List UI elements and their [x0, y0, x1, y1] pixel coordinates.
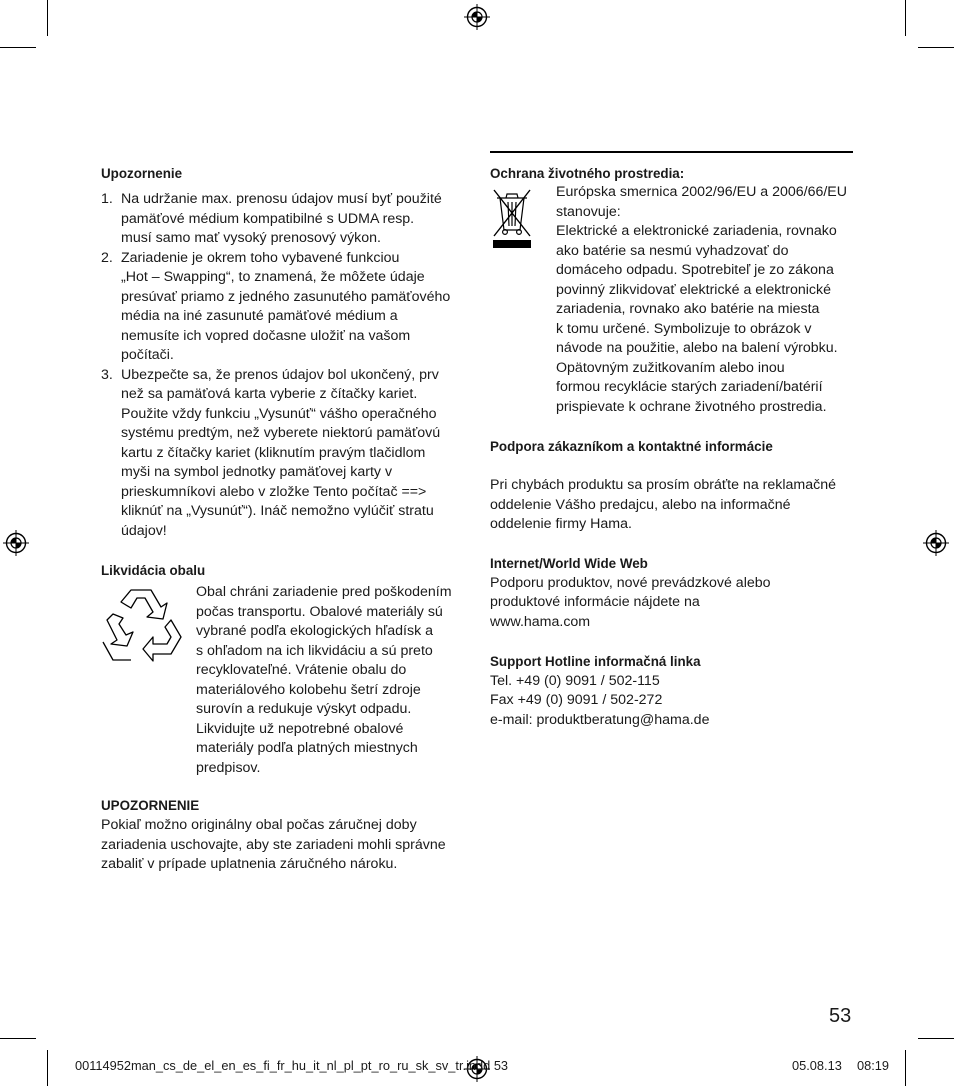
list-item-line: prieskumníkovi alebo v zložke Tento počítač ==>: [121, 483, 427, 500]
disposal-line: surovín a redukuje výskyt odpadu.: [196, 701, 412, 717]
list-item-number: 3.: [101, 366, 113, 383]
list-item-line: pamäťové médium kompatibilné s UDMA resp.: [121, 210, 415, 227]
crop-mark: [905, 0, 906, 36]
footer-date: 05.08.13: [792, 1058, 842, 1073]
warning-heading: Upozornenie: [101, 166, 183, 181]
list-item-line: „Hot – Swapping“, to znamená, že môžete údaje: [121, 269, 425, 285]
crop-mark: [918, 47, 954, 48]
footer-file: 00114952man_cs_de_el_en_es_fi_fr_hu_it_nl_pl_pt_ro_ru_sk_sv_tr.indd 53: [75, 1058, 509, 1073]
web-line: produktové informácie nájdete na: [490, 594, 700, 610]
env-line: Opätovným zužitkovaním alebo inou: [556, 359, 785, 376]
env-line: zariadenia, rovnako ako batérie na miesta: [556, 301, 820, 317]
env-line: formou recyklácie starých zariadení/batérií: [556, 379, 823, 395]
crop-mark: [905, 1050, 906, 1086]
notice-line: zariadenia uschovajte, aby ste zariadeni mohli správne: [101, 836, 446, 853]
list-item-line: Zariadenie je okrem toho vybavené funkciou: [121, 249, 400, 266]
disposal-line: Obal chráni zariadenie pred poškodením: [196, 584, 452, 600]
list-item-line: počítači.: [121, 347, 174, 363]
disposal-line: počas transportu. Obalové materiály sú: [196, 603, 443, 620]
hotline-email[interactable]: e-mail: produktberatung@hama.de: [490, 711, 710, 728]
list-item-line: Ubezpečte sa, že prenos údajov bol ukončený, prv: [121, 366, 439, 383]
notice-line: zabaliť v prípade uplatnenia záručného nároku.: [101, 856, 398, 872]
env-line: Elektrické a elektronické zariadenia, rovnako: [556, 223, 837, 239]
list-item-line: nemusíte ich vopred dočasne uložiť na vašom: [121, 327, 411, 344]
env-line: prispievate k ochrane životného prostredia.: [556, 398, 827, 415]
support-line: oddelenie Vášho predajcu, alebo na informačné: [490, 496, 791, 513]
notice-line: Pokiaľ možno originálny obal počas záručnej doby: [101, 817, 417, 833]
list-item-line: kliknúť na „Vysunúť“). Ináč nemožno vylúčiť stratu: [121, 503, 434, 519]
footer-time: 08:19: [857, 1058, 890, 1073]
list-item-number: 2.: [101, 249, 113, 266]
list-item-line: myši na symbol jednotky pamäťovej karty v: [121, 464, 393, 480]
web-link[interactable]: www.hama.com: [490, 613, 591, 630]
list-item-line: média na iné zasunuté pamäťové médium a: [121, 308, 398, 324]
list-item-number: 1.: [101, 191, 113, 207]
disposal-line: materiály podľa platných miestnych: [196, 740, 418, 756]
hotline-heading: Support Hotline informačná linka: [490, 654, 701, 669]
page-number: 53: [829, 1005, 852, 1027]
list-item-line: musí samo mať vysoký prenosový výkon.: [121, 230, 381, 246]
crop-mark: [918, 1038, 954, 1039]
registration-mark-icon: [923, 530, 949, 556]
list-item-line: než sa pamäťová karta vyberie z čítačky kariet.: [121, 386, 418, 402]
notice-heading: UPOZORNENIE: [101, 798, 200, 813]
web-line: Podporu produktov, nové prevádzkové alebo: [490, 574, 771, 591]
disposal-line: s ohľadom na ich likvidáciu a sú preto: [196, 642, 433, 659]
list-item-line: presúvať priamo z jedného zasunutého pamäťového: [121, 288, 451, 305]
weee-bin-icon: [491, 186, 533, 250]
env-line: domáceho odpadu. Spotrebiteľ je zo zákona: [556, 262, 834, 278]
list-item-line: Na udržanie max. prenosu údajov musí byť použité: [121, 191, 442, 207]
env-heading: Ochrana životného prostredia:: [490, 166, 685, 181]
support-heading: Podpora zákazníkom a kontaktné informácie: [490, 439, 773, 454]
env-line: návode na použitie, alebo na balení výrobku.: [556, 340, 838, 356]
disposal-line: predpisov.: [196, 759, 261, 776]
hotline-phone: Tel. +49 (0) 9091 / 502-115: [490, 672, 660, 689]
list-item-line: Použite vždy funkciu „Vysunúť“ vášho operačného: [121, 405, 437, 422]
hotline-fax: Fax +49 (0) 9091 / 502-272: [490, 692, 663, 708]
env-line: ako batérie sa nesmú vyhadzovať do: [556, 242, 789, 259]
crop-mark: [47, 1050, 48, 1086]
web-heading: Internet/World Wide Web: [490, 556, 648, 571]
crop-mark: [47, 0, 48, 36]
disposal-line: vybrané podľa ekologických hľadísk a: [196, 623, 433, 639]
crop-mark: [0, 1038, 36, 1039]
env-line: k tomu určené. Symbolizuje to obrázok v: [556, 320, 812, 337]
env-line: Európska smernica 2002/96/EU a 2006/66/EU: [556, 184, 848, 200]
env-line: stanovuje:: [556, 203, 621, 220]
support-line: Pri chybách produktu sa prosím obráťte na reklamačné: [490, 477, 836, 493]
column-rule: [490, 151, 853, 153]
crop-mark: [0, 47, 36, 48]
registration-mark-icon: [464, 4, 490, 30]
support-line: oddelenie firmy Hama.: [490, 516, 632, 532]
disposal-line: recyklovateľné. Vrátenie obalu do: [196, 662, 407, 678]
env-line: povinný zlikvidovať elektrické a elektronické: [556, 281, 832, 298]
list-item-line: systému predtým, než vyberete niektorú pamäťovú: [121, 425, 441, 441]
disposal-heading: Likvidácia obalu: [101, 563, 206, 578]
disposal-line: materiálového kolobehu šetrí zdroje: [196, 681, 421, 698]
list-item-line: údajov!: [121, 522, 167, 539]
registration-mark-icon: [3, 530, 29, 556]
recycle-icon: [101, 586, 183, 662]
list-item-line: kartu z čítačky kariet (kliknutím pravým tlačidlom: [121, 444, 426, 461]
disposal-line: Likvidujte už nepotrebné obalové: [196, 720, 404, 737]
